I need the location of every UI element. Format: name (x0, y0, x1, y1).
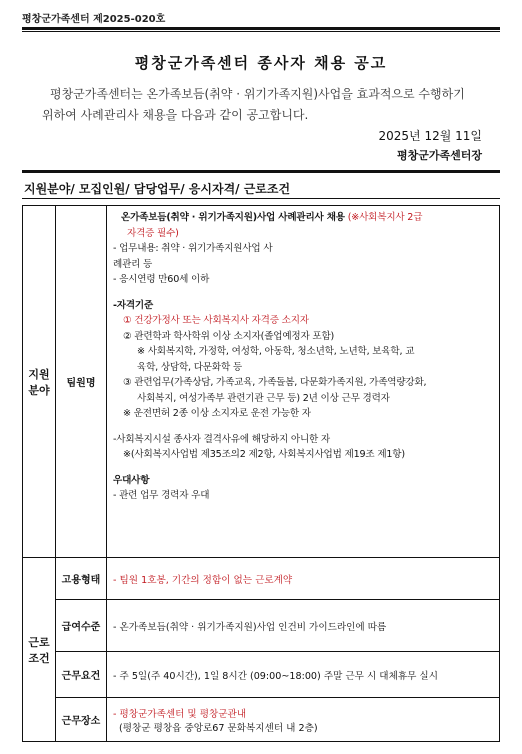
intro-line-2: 위하여 사례관리사 채용을 다음과 같이 공고합니다. (42, 108, 309, 122)
disqualification-note: ※(사회복지사업법 제35조의2 제2항, 사회복지사업법 제19조 제1항) (123, 449, 405, 460)
headline (113, 210, 493, 226)
disqualification-line: -사회복지시설 종사자 결격사유에 해당하지 아니한 자 (113, 433, 330, 445)
announcement-date: 2025년 12월 11일 (378, 129, 482, 143)
qualification-item: ① 건강가정사 또는 사회복지사 자격증 소지자 (123, 315, 309, 326)
duty-line: - 업무내용: 취약 · 위기가족지원사업 사 (113, 243, 273, 254)
header-rule-thin (22, 31, 500, 32)
header-rule (22, 27, 500, 30)
recruitment-table (22, 205, 500, 742)
field-row (23, 206, 500, 558)
category-label: 근로 (28, 635, 50, 649)
headline-text: 온가족보듬(취약 · 위기가족지원)사업 사례관리사 채용 (121, 212, 345, 223)
condition-row (23, 652, 500, 698)
qualification-note: 육학, 상담학, 다문화학 등 (137, 361, 242, 373)
category-conditions (23, 558, 56, 742)
condition-label: 고용형태 (56, 558, 107, 600)
condition-label: 근무장소 (56, 698, 107, 742)
category-label: 조건 (28, 651, 50, 665)
headline-note: (※사회복지사 2급 (347, 212, 423, 223)
section-rule-top (22, 170, 500, 173)
condition-value (107, 698, 500, 742)
condition-value: - 팀원 1호봉, 기간의 정함이 없는 근로계약 (107, 558, 500, 600)
document-number: 평창군가족센터 제2025-020호 (22, 14, 166, 25)
condition-value: - 주 5일(주 40시간), 1일 8시간 (09:00~18:00) 주말 근무 시 대체휴무 실시 (107, 652, 500, 698)
preference-item: - 관련 업무 경력자 우대 (113, 490, 210, 501)
workplace-address: (평창군 평창읍 중앙로67 문화복지센터 내 2층) (119, 722, 318, 734)
condition-row (23, 558, 500, 600)
issuer: 평창군가족센터장 (396, 149, 482, 162)
headline-note-2: 자격증 필수) (127, 227, 179, 239)
section-rule-bottom (22, 198, 500, 199)
page-title: 평창군가족센터 종사자 채용 공고 (134, 54, 388, 72)
qualification-item: 사회복지, 여성가족부 관련기관 근무 등) 2년 이상 근무 경력자 (137, 392, 390, 404)
condition-value: - 온가족보듬(취약 · 위기가족지원)사업 인건비 가이드라인에 따름 (107, 600, 500, 652)
qualification-item: ② 관련학과 학사학위 이상 소지자(졸업예정자 포함) (123, 330, 335, 342)
age-requirement: - 응시연령 만60세 이하 (113, 274, 210, 285)
intro-line-1: 평창군가족센터는 온가족보듬(취약 · 위기가족지원)사업을 효과적으로 수행하기 (50, 87, 465, 101)
category-field (23, 206, 56, 558)
preference-title: 우대사항 (113, 474, 150, 486)
category-label: 지원 (28, 367, 50, 381)
qualification-note: ※ 운전면허 2종 이상 소지자로 운전 가능한 자 (123, 408, 311, 419)
category-label: 분야 (28, 383, 50, 397)
subcategory-cell: 팀원명 (56, 206, 107, 558)
condition-row (23, 698, 500, 742)
qualification-item: ③ 관련업무(가족상담, 가족교육, 가족돌봄, 다문화가족지원, 가족역량강화, (123, 377, 427, 388)
duty-line: 례관리 등 (113, 258, 153, 270)
intro-paragraph (42, 84, 492, 126)
condition-label: 근무요건 (56, 652, 107, 698)
workplace-line: - 평창군가족센터 및 평창군관내 (113, 708, 247, 720)
condition-row (23, 600, 500, 652)
field-details (107, 206, 500, 558)
qualification-note: ※ 사회복지학, 가정학, 여성학, 아동학, 청소년학, 노년학, 보육학, 교 (137, 346, 415, 357)
qualification-title: -자격기준 (113, 299, 154, 311)
condition-label: 급여수준 (56, 600, 107, 652)
section-heading: 지원분야/ 모집인원/ 담당업무/ 응시자격/ 근로조건 (24, 182, 291, 196)
